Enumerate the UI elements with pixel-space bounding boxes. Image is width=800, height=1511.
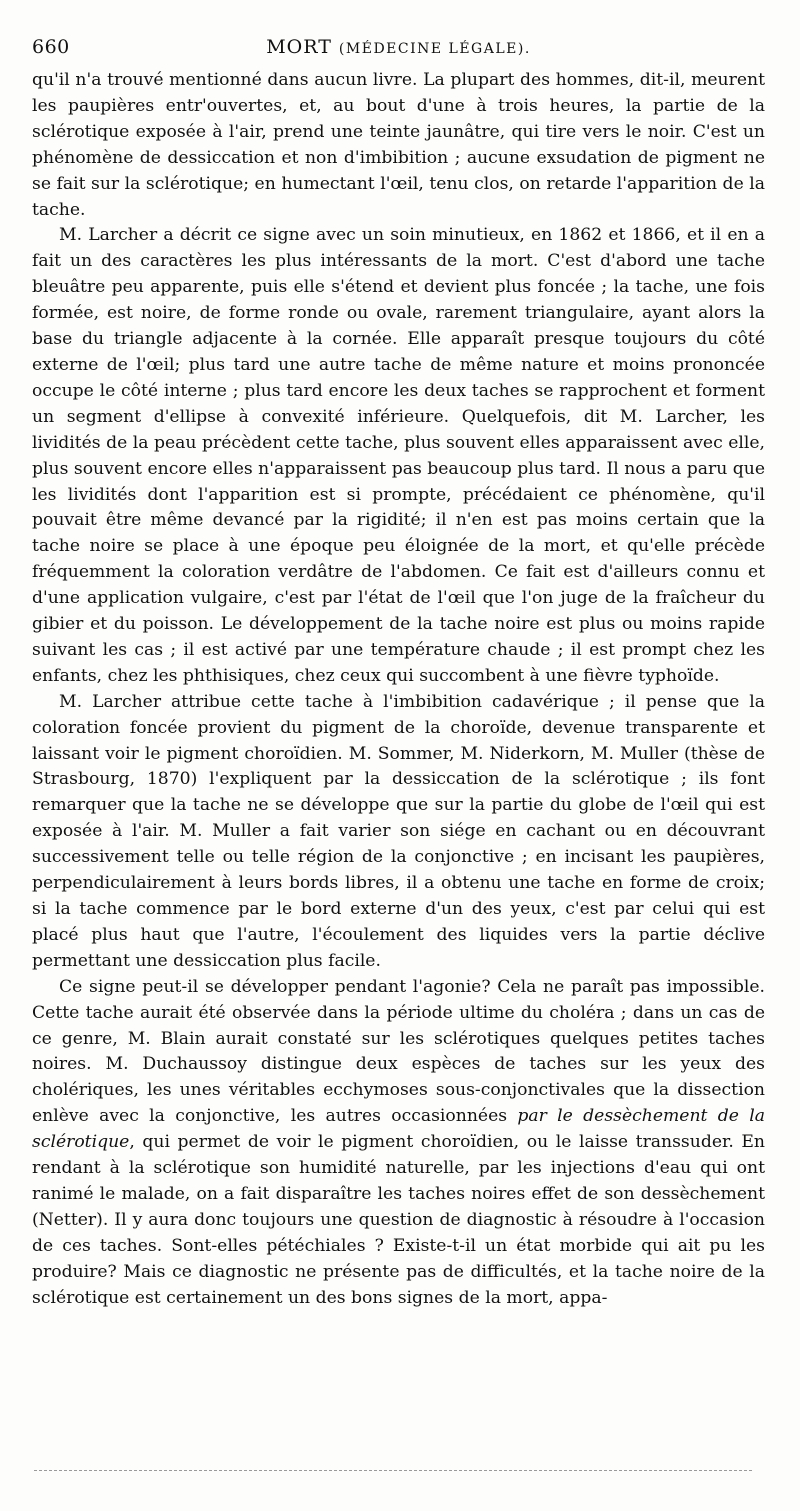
footer-rule <box>34 1470 752 1471</box>
page-number: 660 <box>32 36 70 58</box>
running-title-main: MORT <box>266 36 332 58</box>
paragraph-1: qu'il n'a trouvé mentionné dans aucun livre. La plupart des hommes, dit-il, meurent les paupières entr'ouvertes, et, au bout d'une à trois heures, la partie de la sclérotique exposée à l'air, prend une teinte jaunâtre, qui tire vers le noir. C'est un phénomène de dessiccation et non d'imbibition ; aucune exsudation de pigment ne se fait sur la sclérotique; en humectant l'œil, tenu clos, on retarde l'apparition de la tache. <box>32 70 765 220</box>
paragraph-3: M. Larcher attribue cette tache à l'imbibition cadavérique ; il pense que la coloration foncée provient du pigment de la choroïde, devenue transparente et laissant voir le pigment choroïdien. M. Sommer, M. Niderkorn, M. Muller (thèse de Strasbourg, 1870) l'expliquent par la dessiccation de la sclérotique ; ils font remarquer que la tache ne se développe que sur la partie du globe de l'œil qui est exposée à l'air. M. Muller a fait varier son siége en cachant ou en découvrant successivement telle ou telle région de la conjonctive ; en incisant les paupières, perpendiculairement à leurs bords libres, il a obtenu une tache en forme de croix; si la tache commence par le bord externe d'un des yeux, c'est par celui qui est placé plus haut que l'autre, l'écoulement des liquides vers la partie déclive permettant une dessiccation plus facile. <box>32 691 765 971</box>
paragraph-4-end: , qui permet de voir le pigment choroïdien, ou le laisse transsuder. En rendant à la sclérotique son humidité naturelle, par les injections d'eau qui ont ranimé le malade, on a fait disparaître les taches noires effet de son dessèchement (Netter). Il y aura donc toujours une question de diagnostic à résoudre à l'occasion de ces taches. Sont-elles pétéchiales ? Existe-t-il un état morbide qui ait pu les produire? Mais ce diagnostic ne présente pas de difficultés, et la tache noire de la sclérotique est certainement un des bons signes de la mort, appa- <box>32 1132 765 1308</box>
paragraph-2: M. Larcher a décrit ce signe avec un soin minutieux, en 1862 et 1866, et il en a fait un des caractères les plus intéressants de la mort. C'est d'abord une tache bleuâtre peu apparente, puis elle s'étend et devient plus foncée ; la tache, une fois formée, est noire, de forme ronde ou ovale, rarement triangulaire, ayant alors la base du triangle adjacente à la cornée. Elle apparaît presque toujours du côté externe de l'œil; plus tard une autre tache de même nature et moins prononcée occupe le côté interne ; plus tard encore les deux taches se rapprochent et forment un segment d'ellipse à convexité inférieure. Quelquefois, dit M. Larcher, les lividités de la peau précèdent cette tache, plus souvent elles apparaissent avec elle, plus souvent encore elles n'apparaissent pas beaucoup plus tard. Il nous a paru que les lividités dont l'apparition est si prompte, précédaient ce phénomène, qu'il pouvait être même devancé par la rigidité; il n'en est pas moins certain que la tache noire se place à une époque peu éloignée de la mort, et qu'elle précède fréquemment la coloration verdâtre de l'abdomen. Ce fait est d'ailleurs connu et d'une application vulgaire, c'est par l'état de l'œil que l'on juge de la fraîcheur du gibier et du poisson. Le développement de la tache noire est plus ou moins rapide suivant les cas ; il est activé par une température chaude ; il est prompt chez les enfants, chez les phthisiques, chez ceux qui succombent à une fièvre typhoïde. <box>32 225 765 686</box>
paragraph-4-start: Ce signe peut-il se développer pendant l'agonie? Cela ne paraît pas impossible. Cette tache aurait été observée dans la période ultime du choléra ; dans un cas de ce genre, M. Blain aurait constaté sur les sclérotiques quelques petites taches noires. M. Duchaussoy distingue deux espèces de taches sur les yeux des cholériques, les unes véritables ecchymoses sous-conjonctivales que la dissection enlève avec la conjonctive, les autres occasionnées <box>32 976 765 1127</box>
paragraph-4 <box>32 975 765 1312</box>
running-title-sub: (MÉDECINE LÉGALE). <box>338 41 531 57</box>
paragraph-4-emphasis: par le dessèchement de la sclérotique <box>32 1106 765 1153</box>
running-title <box>32 36 765 58</box>
running-header <box>32 36 765 60</box>
body-text <box>32 68 765 1312</box>
